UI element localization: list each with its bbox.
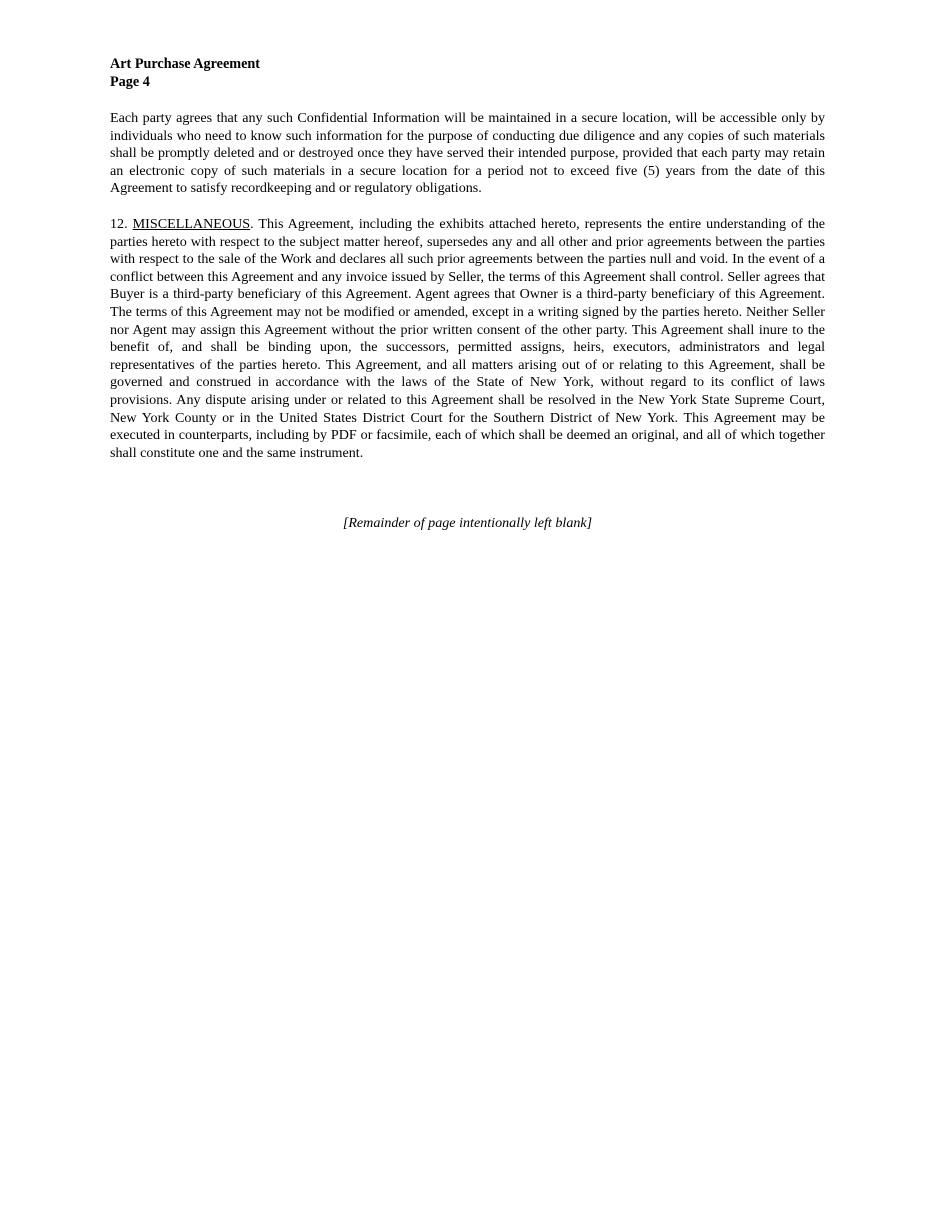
remainder-blank-note: [Remainder of page intentionally left blank] xyxy=(342,515,593,531)
section-number: 12. xyxy=(110,216,133,232)
section-heading: MISCELLANEOUS xyxy=(132,216,251,232)
miscellaneous-section xyxy=(110,216,825,462)
confidentiality-paragraph: Each party agrees that any such Confidential Information will be maintained in a secure location, will be accessible only by individuals who need to know such information for the purpose of conducting due diligence and any copies of such materials shall be promptly deleted and or destroyed once they have served their intended purpose, provided that each party may retain an electronic copy of such materials in a secure location for a period not to exceed five (5) years from the date of this Agreement to satisfy recordkeeping and or regulatory obligations. xyxy=(110,110,825,197)
section-body: . This Agreement, including the exhibits attached hereto, represents the entire understanding of the parties hereto with respect to the subject matter hereof, supersedes any and all other and prior agreements between the parties with respect to the sale of the Work and declares all such prior agreements between the parties null and void. In the event of a conflict between this Agreement and any invoice issued by Seller, the terms of this Agreement shall control. Seller agrees that Buyer is a third-party beneficiary of this Agreement. Agent agrees that Owner is a third-party beneficiary of this Agreement. The terms of this Agreement may not be modified or amended, except in a writing signed by the parties hereto. Neither Seller nor Agent may assign this Agreement without the prior written consent of the other party. This Agreement shall inure to the benefit of, and shall be binding upon, the successors, permitted assigns, heirs, executors, administrators and legal representatives of the parties hereto. This Agreement, and all matters arising out of or relating to this Agreement, shall be governed and construed in accordance with the laws of the State of New York, without regard to its conflict of laws provisions. Any dispute arising under or related to this Agreement shall be resolved in the New York State Supreme Court, New York County or in the United States District Court for the Southern District of New York. This Agreement may be executed in counterparts, including by PDF or facsimile, each of which shall be deemed an original, and all of which together shall constitute one and the same instrument. xyxy=(110,216,825,461)
page-number: Page 4 xyxy=(110,74,150,90)
document-title: Art Purchase Agreement xyxy=(110,56,260,72)
page-header xyxy=(110,55,260,91)
